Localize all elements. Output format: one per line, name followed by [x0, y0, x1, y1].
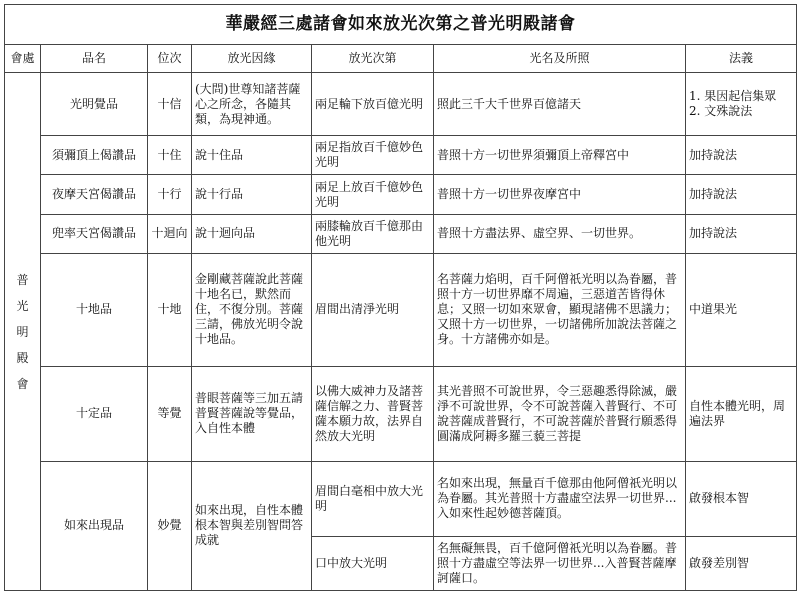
chapter-name: 如來出現品 [41, 461, 148, 590]
meaning-cell [686, 537, 797, 591]
position-cell: 十住 [148, 136, 192, 175]
position-cell: 十行 [148, 175, 192, 214]
light-order-cell: 兩足指放百千億妙色光明 [312, 136, 434, 175]
light-name-cell: 普照十方一切世界夜摩宮中 [434, 175, 686, 214]
light-cause-cell: 金剛藏菩薩說此菩薩十地名已，默然而住，不復分別。菩薩三請，佛放光明令說十地品。 [192, 254, 312, 367]
light-order-cell: 眉間出清淨光明 [312, 254, 434, 367]
light-order-cell: 兩足上放百千億妙色光明 [312, 175, 434, 214]
header-light-order: 放光次第 [312, 45, 434, 73]
light-name-cell: 名如來出現，無量百千億那由他阿僧祇光明以為眷屬。其光普照十方盡虛空法界一切世界...入如來性起妙德菩薩頂。 [434, 461, 686, 536]
meaning-cell [686, 175, 797, 214]
light-cause-cell: 說十行品 [192, 175, 312, 214]
header-position: 位次 [148, 45, 192, 73]
position-cell: 等覺 [148, 366, 192, 461]
light-cause-cell: 如來出現，自性本體根本智與差別智問答成就 [192, 461, 312, 590]
light-order-cell: 兩膝輪放百千億那由他光明 [312, 214, 434, 253]
light-order-cell: 兩足輪下放百億光明 [312, 73, 434, 136]
hall-char: 普 [16, 272, 29, 287]
header-chapter-name: 品名 [41, 45, 148, 73]
position-cell: 十信 [148, 73, 192, 136]
hall-char: 殿 [16, 350, 29, 365]
light-cause-cell: (大問)世尊知諸菩薩心之所念，各隨其類，為現神通。 [192, 73, 312, 136]
light-order-cell: 以佛大威神力及諸菩薩信解之力、普賢菩薩本願力故，法界自然放大光明 [312, 366, 434, 461]
header-hall: 會處 [5, 45, 41, 73]
light-name-cell: 普照十方一切世界須彌頂上帝釋宮中 [434, 136, 686, 175]
document-table-wrapper [4, 4, 796, 591]
meaning-line: 加持說法 [689, 187, 738, 202]
position-cell: 妙覺 [148, 461, 192, 590]
light-order-cell: 口中放大光明 [312, 537, 434, 591]
meaning-line: 加持說法 [689, 147, 738, 162]
light-name-cell: 名菩薩力焰明，百千阿僧祇光明以為眷屬，普照十方一切世界靡不周遍，三惡道苦皆得休息；又照一切如來眾會，顯現諸佛不思議力；又照十方一切世界，一切諸佛所加說法菩薩之身。十方諸佛亦如是。 [434, 254, 686, 367]
table-row [5, 136, 797, 175]
light-name-cell: 照此三千大千世界百億諸天 [434, 73, 686, 136]
meaning-line: 啟發根本智 [689, 491, 750, 506]
light-cause-cell: 說十迴向品 [192, 214, 312, 253]
hall-char: 會 [16, 376, 29, 391]
chapter-name: 光明覺品 [41, 73, 148, 136]
meaning-cell [686, 461, 797, 536]
light-name-cell: 其光普照不可說世界，令三惡趣悉得除滅，嚴淨不可說世界，令不可說菩薩入普賢行、不可說菩薩成普賢行，不可說菩薩於普賢行願悉得圓滿成阿耨多羅三藐三菩提 [434, 366, 686, 461]
chapter-name: 須彌頂上偈讚品 [41, 136, 148, 175]
light-cause-cell: 普眼菩薩等三加五請普賢菩薩說等覺品，入自性本體 [192, 366, 312, 461]
table-row [5, 366, 797, 461]
hall-char: 明 [16, 324, 29, 339]
meaning-line: 2. 文殊說法 [689, 104, 753, 119]
table-row [5, 254, 797, 367]
meaning-line: 1. 果因起信集眾 [689, 89, 777, 104]
light-name-cell: 普照十方盡法界、虛空界、一切世界。 [434, 214, 686, 253]
table-row [5, 73, 797, 136]
header-light-cause: 放光因緣 [192, 45, 312, 73]
position-cell: 十地 [148, 254, 192, 367]
light-cause-cell: 說十住品 [192, 136, 312, 175]
hall-cell [5, 73, 41, 591]
light-order-table [4, 4, 797, 591]
table-title: 華嚴經三處諸會如來放光次第之普光明殿諸會 [5, 5, 797, 45]
table-row [5, 461, 797, 536]
table-row [5, 175, 797, 214]
meaning-line: 中道果光 [689, 302, 738, 317]
position-cell: 十迴向 [148, 214, 192, 253]
hall-char: 光 [16, 298, 29, 313]
header-dharma-meaning: 法義 [686, 45, 797, 73]
chapter-name: 夜摩天宮偈讚品 [41, 175, 148, 214]
meaning-cell [686, 73, 797, 136]
meaning-cell [686, 136, 797, 175]
light-order-cell: 眉間白毫相中放大光明 [312, 461, 434, 536]
chapter-name: 十定品 [41, 366, 148, 461]
meaning-line: 加持說法 [689, 226, 738, 241]
chapter-name: 十地品 [41, 254, 148, 367]
light-name-cell: 名無礙無畏，百千億阿僧祇光明以為眷屬。普照十方盡虛空等法界一切世界...入普賢菩薩摩訶薩口。 [434, 537, 686, 591]
chapter-name: 兜率天宮偈讚品 [41, 214, 148, 253]
meaning-cell [686, 214, 797, 253]
meaning-cell [686, 254, 797, 367]
table-row [5, 214, 797, 253]
header-light-name-scope: 光名及所照 [434, 45, 686, 73]
meaning-cell [686, 366, 797, 461]
meaning-line: 啟發差別智 [689, 556, 750, 571]
meaning-line: 自性本體光明，周遍法界 [689, 398, 786, 428]
